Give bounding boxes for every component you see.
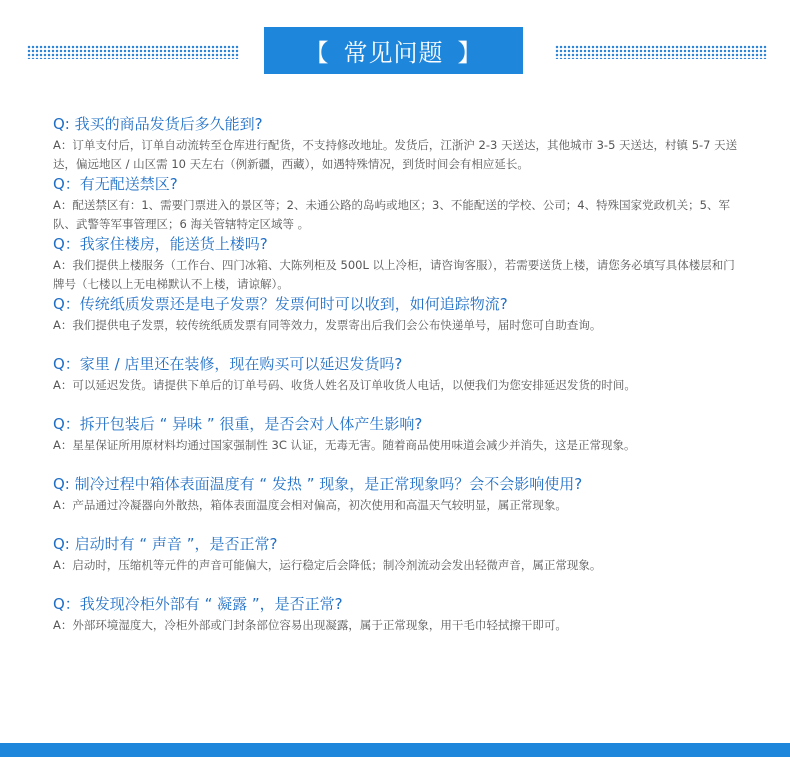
faq-item-odor [53, 413, 743, 473]
faq-question: Q：拆开包装后 “ 异味 ” 很重，是否会对人体产生影响? [53, 415, 423, 433]
faq-question: Q: 启动时有 “ 声音 ”，是否正常? [53, 535, 278, 553]
faq-answer: A：我们提供上楼服务（工作台、四门冰箱、大陈列柜及 500L 以上冷柜，请咨询客服），若需要送货上楼，请您务必填写具体楼层和门牌号（七楼以上无电梯默认不上楼，请谅解）。 [53, 258, 735, 291]
faq-answer: A：产品通过冷凝器向外散热，箱体表面温度会相对偏高，初次使用和高温天气较明显，属正常现象。 [53, 498, 567, 512]
faq-answer: A：外部环境湿度大，冷柜外部或门封条部位容易出现凝露，属于正常现象，用干毛巾轻拭擦干即可。 [53, 618, 567, 632]
faq-answer: A：启动时，压缩机等元件的声音可能偏大，运行稳定后会降低；制冷剂流动会发出轻微声音，属正常现象。 [53, 558, 602, 572]
faq-answer: A：订单支付后，订单自动流转至仓库进行配货，不支持修改地址。发货后，江浙沪 2-3 天送达，其他城市 3-5 天送达，村镇 5-7 天送达，偏远地区 / 山区需 10 天左右（例新疆，西藏），如遇特殊情况，到货时间会有相应延长。 [53, 138, 738, 171]
footer-bar [0, 743, 790, 757]
faq-item-noise [53, 533, 743, 593]
faq-item-delivery-restrictions [53, 173, 743, 233]
faq-question: Q：家里 / 店里还在装修，现在购买可以延迟发货吗? [53, 355, 403, 373]
faq-answer: A：星星保证所用原材料均通过国家强制性 3C 认证，无毒无害。随着商品使用味道会减少并消失，这是正常现象。 [53, 438, 636, 452]
decorative-dots-right [555, 45, 767, 59]
faq-question: Q：我家住楼房，能送货上楼吗? [53, 235, 268, 253]
faq-question: Q：我发现冷柜外部有 “ 凝露 ”，是否正常? [53, 595, 343, 613]
faq-item-invoice [53, 293, 743, 353]
bracket-right: 】 [457, 39, 483, 67]
faq-list [53, 113, 743, 653]
faq-question: Q：有无配送禁区? [53, 175, 178, 193]
faq-item-delayed-shipping [53, 353, 743, 413]
faq-question: Q：传统纸质发票还是电子发票？发票何时可以收到，如何追踪物流? [53, 295, 508, 313]
faq-answer: A：我们提供电子发票，较传统纸质发票有同等效力，发票寄出后我们会公布快递单号，届时您可自助查询。 [53, 318, 602, 332]
faq-item-delivery-time [53, 113, 743, 173]
decorative-dots-left [27, 45, 239, 59]
header [0, 0, 790, 90]
page-title-banner [264, 27, 523, 74]
faq-item-condensation [53, 593, 743, 653]
faq-answer: A：可以延迟发货。请提供下单后的订单号码、收货人姓名及订单收货人电话，以便我们为您安排延迟发货的时间。 [53, 378, 636, 392]
faq-item-upstairs-delivery [53, 233, 743, 293]
bracket-left: 【 [304, 39, 330, 67]
faq-item-heat [53, 473, 743, 533]
faq-question: Q: 我买的商品发货后多久能到? [53, 115, 263, 133]
faq-answer: A：配送禁区有：1、需要门票进入的景区等；2、未通公路的岛屿或地区；3、不能配送的学校、公司；4、特殊国家党政机关；5、军队、武警等军事管理区；6 海关管辖特定区域等 。 [53, 198, 730, 231]
faq-question: Q: 制冷过程中箱体表面温度有 “ 发热 ” 现象，是正常现象吗？会不会影响使用? [53, 475, 583, 493]
page-title: 常见问题 [343, 39, 444, 67]
